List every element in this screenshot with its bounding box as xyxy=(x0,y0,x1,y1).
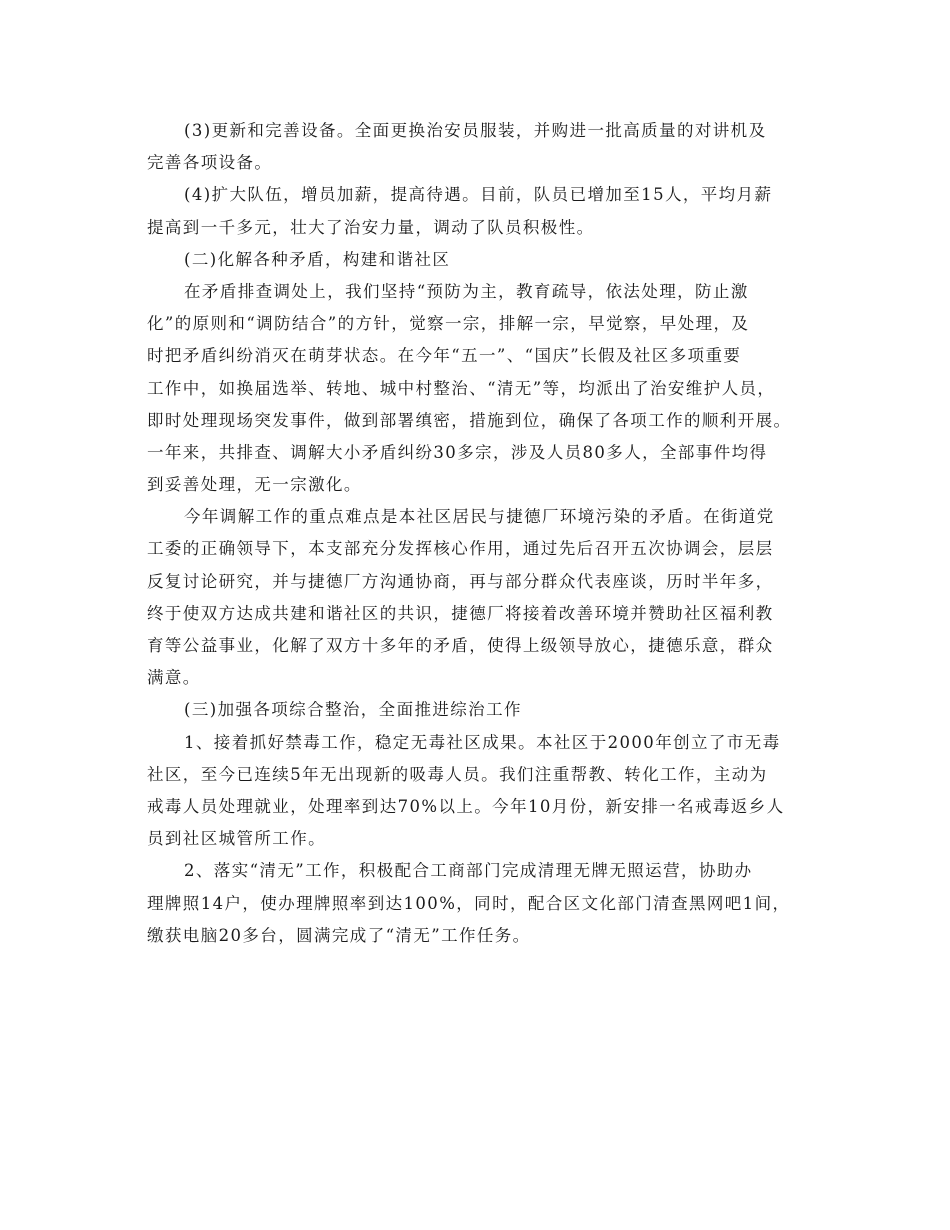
text-line: 提高到一千多元，壮大了治安力量，调动了队员积极性。 xyxy=(147,217,595,237)
text-line: 即时处理现场突发事件，做到部署缜密，措施到位，确保了各项工作的顺利开展。 xyxy=(147,410,792,430)
text-line: (三)加强各项综合整治，全面推进综治工作 xyxy=(184,700,522,720)
text-line: 育等公益事业，化解了双方十多年的矛盾，使得上级领导放心，捷德乐意，群众 xyxy=(147,636,774,655)
text-line: 满意。 xyxy=(147,668,201,688)
text-line: 完善各项设备。 xyxy=(147,153,273,173)
text-line: 工委的正确领导下，本支部充分发挥核心作用，通过先后召开五次协调会，层层 xyxy=(147,539,774,559)
text-line: 缴获电脑20多台，圆满完成了“清无”工作任务。 xyxy=(147,925,531,945)
text-line: 化”的原则和“调防结合”的方针，觉察一宗，排解一宗，早觉察，早处理，及 xyxy=(147,314,750,334)
text-line: (二)化解各种矛盾，构建和谐社区 xyxy=(184,249,451,269)
text-line: 时把矛盾纠纷消灭在萌芽状态。在今年“五一”、“国庆”长假及社区多项重要 xyxy=(147,346,742,366)
text-line: 反复讨论研究，并与捷德厂方沟通协商，再与部分群众代表座谈，历时半年多， xyxy=(147,571,774,591)
text-line: 理牌照14户，使办理牌照率到达100%，同时，配合区文化部门清查黑网吧1间， xyxy=(147,893,791,913)
text-line: 1、接着抓好禁毒工作，稳定无毒社区成果。本社区于2000年创立了市无毒 xyxy=(184,732,781,752)
text-line: (3)更新和完善设备。全面更换治安员服装，并购进一批高质量的对讲机及 xyxy=(184,121,767,140)
text-line: 终于使双方达成共建和谐社区的共识，捷德厂将接着改善环境并赞助社区福利教 xyxy=(147,603,774,623)
text-line: 2、落实“清无”工作，积极配合工商部门完成清理无牌无照运营，协助办 xyxy=(184,861,753,881)
text-line: 到妥善处理，无一宗激化。 xyxy=(147,475,362,495)
text-line: 社区，至今已连续5年无出现新的吸毒人员。我们注重帮教、转化工作，主动为 xyxy=(147,764,768,784)
text-line: (4)扩大队伍，增员加薪，提高待遇。目前，队员已增加至15人，平均月薪 xyxy=(184,185,773,205)
document-body xyxy=(147,115,815,952)
text-line: 在矛盾排查调处上，我们坚持“预防为主，教育疏导，依法处理，防止激 xyxy=(184,281,749,301)
text-line: 员到社区城管所工作。 xyxy=(147,829,326,849)
text-line: 今年调解工作的重点难点是本社区居民与捷德厂环境污染的矛盾。在街道党 xyxy=(184,507,775,527)
text-line: 戒毒人员处理就业，处理率到达70%以上。今年10月份，新安排一名戒毒返乡人 xyxy=(147,796,785,816)
text-line: 一年来，共排查、调解大小矛盾纠纷30多宗，涉及人员80多人，全部事件均得 xyxy=(147,442,768,462)
text-line: 工作中，如换届选举、转地、城中村整治、“清无”等，均派出了治安维护人员， xyxy=(147,378,776,398)
